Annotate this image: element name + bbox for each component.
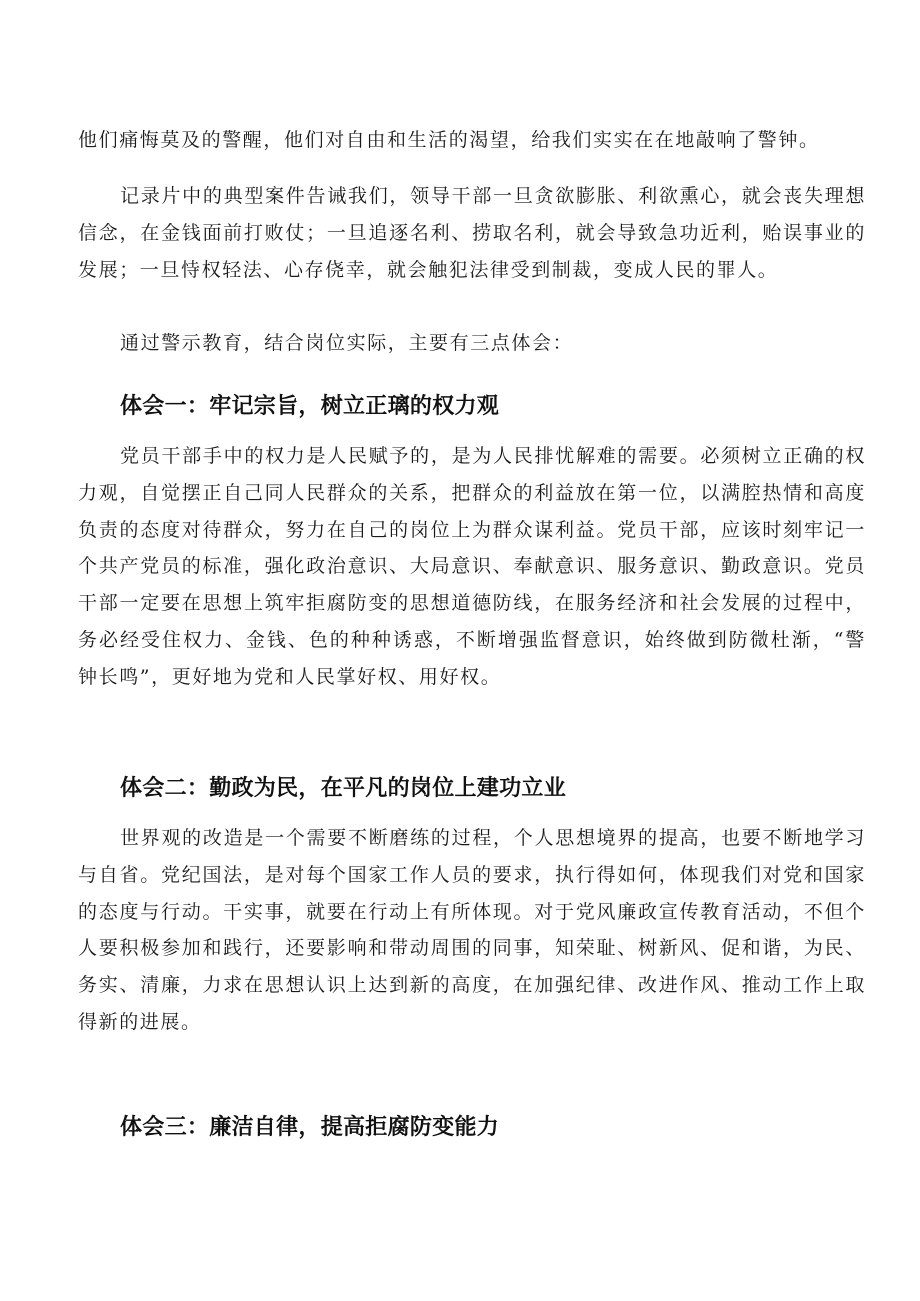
paragraph-insight-one-body: 党员干部手中的权力是人民赋予的，是为人民排忧解难的需要。必须树立正确的权力观，自觉摆正自己同人民群众的关系，把群众的利益放在第一位，以满腔热情和高度负责的态度对待群众，努力在自己的岗位上为群众谋利益。党员干部，应该时刻牢记一个共产党员的标准，强化政治意识、大局意识、奉献意识、服务意识、勤政意识。党员干部一定要在思想上筑牢拒腐防变的思想道德防线，在服务经济和社会发展的过程中，务必经受住权力、金钱、色的种种诱惑，不断增强监督意识，始终做到防微杜渐，“警钟长鸣”，更好地为党和人民掌好权、用好权。 <box>78 445 866 688</box>
paragraph-intro-continuation: 他们痛悔莫及的警醒，他们对自由和生活的渴望，给我们实实在在地敲响了警钟。 <box>78 129 820 151</box>
paragraph-three-insights-intro: 通过警示教育，结合岗位实际，主要有三点体会： <box>120 332 574 354</box>
paragraph-documentary-cases: 记录片中的典型案件告诫我们，领导干部一旦贪欲膨胀、利欲熏心，就会丧失理想信念，在金钱面前打败仗；一旦追逐名利、捞取名利，就会导致急功近利，贻误事业的发展；一旦恃权轻法、心存侥幸，就会触犯法律受到制裁，变成人民的罪人。 <box>78 185 866 281</box>
paragraph-insight-two-body: 世界观的改造是一个需要不断磨练的过程，个人思想境界的提高，也要不断地学习与自省。党纪国法，是对每个国家工作人员的要求，执行得如何，体现我们对党和国家的态度与行动。干实事，就要在行动上有所体现。对于党风廉政宣传教育活动，不但个人要积极参加和践行，还要影响和带动周围的同事，知荣耻、树新风、促和谐，为民、务实、清廉，力求在思想认识上达到新的高度，在加强纪律、改进作风、推动工作上取得新的进展。 <box>78 827 866 1033</box>
heading-insight-one: 体会一：牢记宗旨，树立正璃的权力观 <box>120 394 500 419</box>
heading-insight-three: 体会三：廉洁自律，提高拒腐防变能力 <box>120 1115 500 1140</box>
heading-insight-two: 体会二：勤政为民，在平凡的岗位上建功立业 <box>120 776 567 801</box>
